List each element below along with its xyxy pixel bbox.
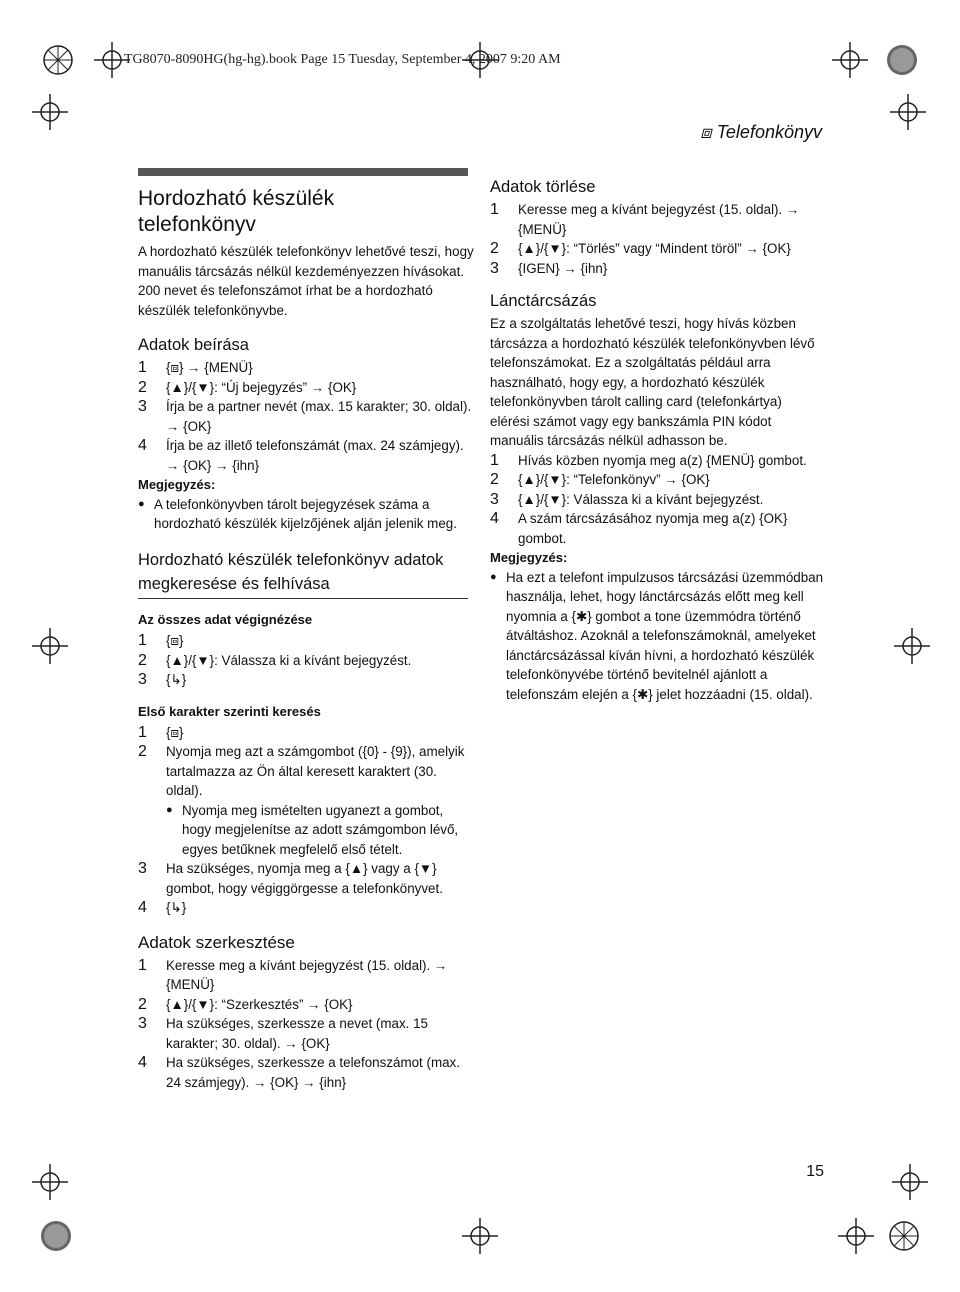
crosshair-mark-tr — [828, 38, 872, 82]
step-text: Keresse meg a kívánt bejegyzést (15. oldal). → {MENÜ} — [166, 957, 448, 992]
all-heading: Az összes adat végignézése — [138, 612, 313, 627]
crosshair-mark-tl — [36, 38, 80, 82]
step-item — [490, 490, 824, 510]
step-item — [490, 200, 824, 239]
step-item — [138, 670, 474, 690]
edit-heading: Adatok szerkesztése — [138, 932, 295, 952]
dot-mark-tr — [880, 38, 924, 82]
step-item — [490, 239, 824, 259]
step-item — [138, 995, 474, 1015]
entry-steps — [138, 358, 474, 475]
step-text: {⧈} → {MENÜ} — [166, 360, 253, 375]
title-bar-rule — [138, 168, 468, 176]
step-item — [138, 397, 474, 436]
delete-heading: Adatok törlése — [490, 178, 596, 196]
section-header — [700, 122, 822, 143]
step-number: 2 — [138, 743, 147, 760]
starburst-mark-br — [882, 1214, 926, 1258]
step-item — [138, 358, 474, 378]
crosshair-mark-r-mid — [890, 624, 934, 668]
step-item — [490, 509, 824, 548]
left-column — [138, 186, 474, 534]
note-bullet: ● A telefonkönyvben tárolt bejegyzések száma a hordozható készülék kijelzőjének alján jelenik meg. — [138, 495, 474, 534]
step-number: 1 — [490, 201, 499, 218]
step-number: 1 — [138, 359, 147, 376]
step-item — [138, 651, 474, 671]
step-number: 2 — [138, 378, 147, 396]
step-number: 3 — [138, 398, 147, 415]
step-item — [138, 723, 474, 743]
step-number: 2 — [490, 240, 499, 257]
step-number: 2 — [138, 995, 147, 1013]
step-number: 3 — [490, 259, 499, 277]
step-text: Ha szükséges, nyomja meg a {▲} vagy a {▼} gombot, hogy végiggörgesse a telefonkönyvet. — [166, 861, 443, 896]
step-text: A szám tárcsázásához nyomja meg a(z) {OK} gombot. — [518, 511, 788, 546]
step-text: Ha szükséges, szerkessze a telefonszámot (max. 24 számjegy). → {OK} → {ihn} — [166, 1055, 460, 1090]
crosshair-mark-l1 — [28, 90, 72, 134]
section-title: Telefonkönyv — [716, 122, 822, 142]
search-heading: Hordozható készülék telefonkönyv adatok megkeresése és felhívása — [138, 551, 444, 593]
step-number: 4 — [138, 899, 147, 916]
chain-note-bullet: ● Ha ezt a telefont impulzusos tárcsázási üzemmódban használja, lehet, hogy lánctárcsázás előtt meg kell nyomnia a {✱} gombot a tone üzemmódra történő átváltáshoz. Azoknál a telefonszámoknál, amelyeket lánctárcsázással kíván hívni, a hordozható készülék telefonkönyvébe történő bevitelnél ajánlott a telefonszám elején a {✱} jelet hozzáadni (15. oldal). — [490, 568, 824, 705]
step-text: {↳} — [166, 900, 187, 915]
step-item — [138, 631, 474, 651]
step-text: {▲}/{▼}: “Törlés” vagy “Mindent töröl” → {OK} — [518, 241, 791, 256]
step-item — [490, 451, 824, 471]
crosshair-mark-br — [834, 1214, 878, 1258]
crosshair-mark-bl2 — [458, 1214, 502, 1258]
step-number: 4 — [490, 510, 499, 527]
step-number: 1 — [138, 632, 147, 649]
step-number: 3 — [138, 860, 147, 877]
step-text: {⧈} — [166, 724, 184, 740]
all-steps — [138, 631, 474, 690]
step-number: 3 — [138, 671, 147, 688]
step-number: 1 — [138, 723, 147, 741]
dot-mark-bl — [34, 1214, 78, 1258]
intro-text: A hordozható készülék telefonkönyv lehetővé teszi, hogy manuális tárcsázás nélkül kezdeményezzen hívásokat. 200 nevet és telefonszámot írhat be a hordozható készülék telefonkönyvbe. — [138, 244, 474, 318]
crosshair-mark-r-bot — [888, 1160, 932, 1204]
chain-heading: Lánctárcsázás — [490, 292, 597, 310]
left-column-lower — [138, 548, 474, 596]
chain-steps — [490, 451, 824, 549]
edit-steps — [138, 956, 474, 1093]
step-number: 1 — [490, 451, 499, 469]
left-column-search — [138, 610, 474, 1092]
book-header-line: TG8070-8090HG(hg-hg).book Page 15 Tuesday, September 4, 2007 9:20 AM — [124, 52, 561, 67]
step-text: Ha szükséges, szerkessze a nevet (max. 15 karakter; 30. oldal). → {OK} — [166, 1016, 428, 1051]
step-text: {IGEN} → {ihn} — [518, 260, 608, 276]
step-item — [138, 859, 474, 898]
page-number: 15 — [806, 1163, 824, 1180]
step-text: {▲}/{▼}: “Új bejegyzés” → {OK} — [166, 379, 357, 395]
chain-intro: Ez a szolgáltatás lehetővé teszi, hogy hívás közben tárcsázza a hordozható készülék telefonkönyvben lévő telefonszámokat. Ez a szolgáltatás például arra használható, hogy egy, a hordozható készülék telefonkönyvben tárolt calling card (telefonkártya) elérési számot vagy egy bankszámla PIN kódot manuális tárcsázás nélkül adhasson be. — [490, 316, 815, 448]
crosshair-mark-r1 — [886, 90, 930, 134]
book-icon: ⧈ — [700, 122, 717, 142]
step-text: {▲}/{▼}: “Szerkesztés” → {OK} — [166, 996, 353, 1012]
step-text: {▲}/{▼}: Válassza ki a kívánt bejegyzést. — [166, 652, 412, 668]
step-item — [138, 436, 474, 475]
delete-steps — [490, 200, 824, 278]
step-item — [490, 259, 824, 279]
note-label: Megjegyzés: — [138, 477, 216, 492]
step-text: Írja be a partner nevét (max. 15 karakter; 30. oldal). → {OK} — [166, 399, 472, 434]
step-number: 4 — [138, 437, 147, 454]
step-text: Hívás közben nyomja meg a(z) {MENÜ} gombot. — [518, 452, 807, 468]
page-title: Hordozható készülék telefonkönyv — [138, 187, 335, 236]
first-char-heading: Első karakter szerinti keresés — [138, 703, 321, 719]
step-item — [138, 742, 474, 801]
step-item — [138, 378, 474, 398]
step-item — [138, 956, 474, 995]
step-item — [138, 1014, 474, 1053]
step-item — [490, 470, 824, 490]
step-text: Írja be az illető telefonszámát (max. 24 számjegy). → {OK} → {ihn} — [166, 438, 464, 473]
first-char-steps — [138, 723, 474, 918]
step-text: Nyomja meg azt a számgombot ({0} - {9}), amelyik tartalmazza az Ön által keresett karaktert (30. oldal). — [166, 744, 465, 798]
step-text: Keresse meg a kívánt bejegyzést (15. oldal). → {MENÜ} — [518, 202, 800, 237]
section-divider — [138, 598, 468, 599]
step-number: 1 — [138, 956, 147, 974]
chain-note-label: Megjegyzés: — [490, 550, 568, 565]
step-number: 3 — [490, 490, 499, 508]
crosshair-mark-bl — [28, 1160, 72, 1204]
step-item — [138, 898, 474, 918]
step-number: 2 — [490, 471, 499, 488]
entry-heading: Adatok beírása — [138, 336, 249, 354]
right-column — [490, 176, 824, 704]
step-bullet: ● Nyomja meg ismételten ugyanezt a gombot, hogy megjelenítse az adott számgombon lévő, egyes betűknek megfelelő első tételt. — [166, 801, 474, 860]
step-number: 4 — [138, 1054, 147, 1071]
step-text: {⧈} — [166, 633, 184, 648]
step-number: 2 — [138, 651, 147, 669]
step-number: 3 — [138, 1015, 147, 1032]
crosshair-mark-l-mid — [28, 624, 72, 668]
step-text: {▲}/{▼}: Válassza ki a kívánt bejegyzést. — [518, 491, 764, 507]
step-text: {↳} — [166, 672, 187, 687]
step-item — [138, 1053, 474, 1092]
step-text: {▲}/{▼}: “Telefonkönyv” → {OK} — [518, 472, 710, 487]
